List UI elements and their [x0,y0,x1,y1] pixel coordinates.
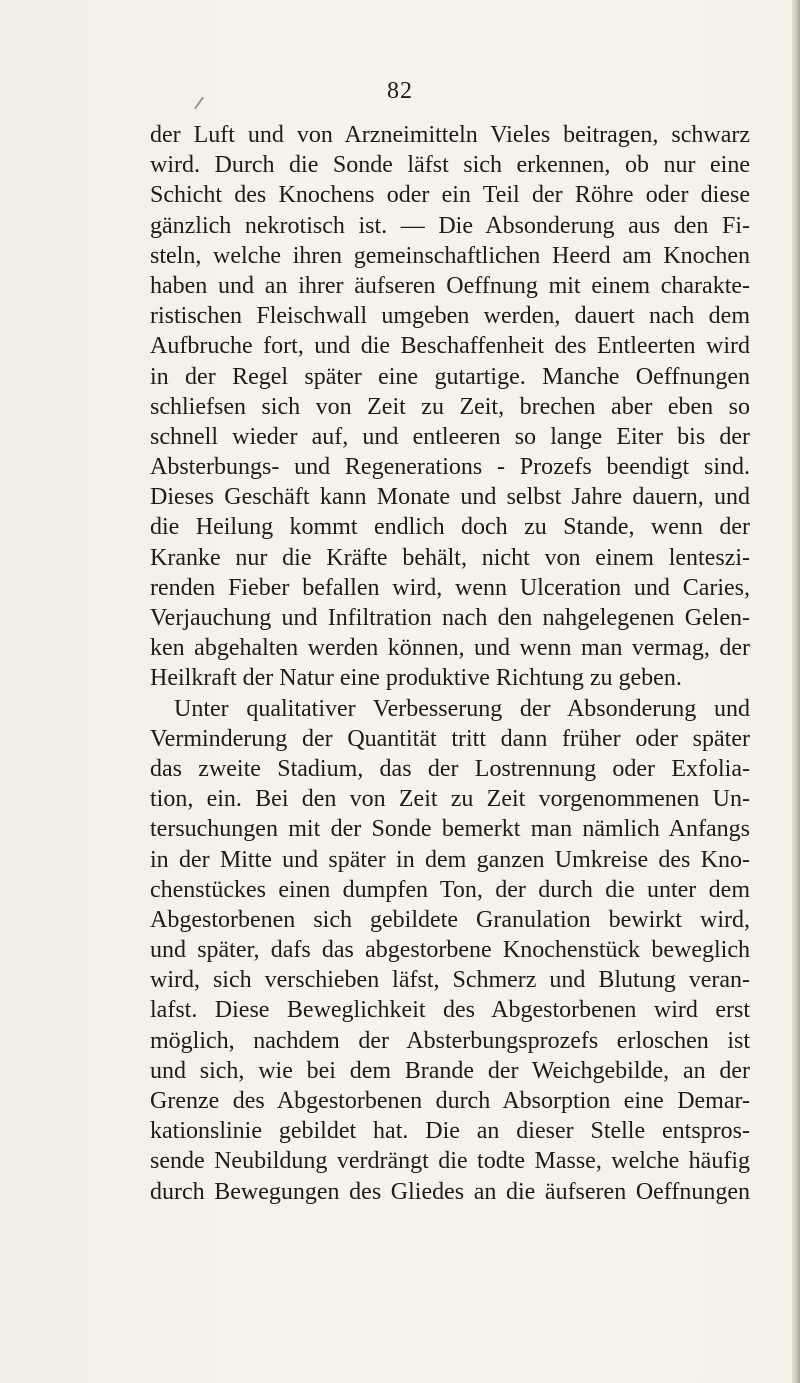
page-edge-shadow [792,0,800,1383]
text-line: wird. Durch die Sonde läfst sich erkennen, ob nur eine [150,152,750,179]
text-line: Verjauchung und Infiltration nach den nahgelegenen Gelen- [150,605,750,631]
text-line: Schicht des Knochens oder ein Teil der Röhre oder diese [150,182,750,209]
text-line: gänzlich nekrotisch ist. — Die Absonderung aus den Fi- [150,212,750,239]
text-line: Grenze des Abgestorbenen durch Absorption eine Demar- [150,1088,750,1114]
text-line: tersuchungen mit der Sonde bemerkt man nämlich Anfangs [150,816,750,843]
text-line: ken abgehalten werden können, und wenn man vermag, der [150,635,750,662]
text-line: Verminderung der Quantität tritt dann früher oder später [150,725,750,752]
text-line: haben und an ihrer äufseren Oeffnung mit einem charakte- [150,272,750,299]
text-line: chenstückes einen dumpfen Ton, der durch die unter dem [150,876,750,903]
text-line: Absterbungs- und Regenerations - Prozefs beendigt sind. [150,454,750,481]
text-line: kationslinie gebildet hat. Die an dieser Stelle entspros- [150,1118,750,1145]
text-line: schliefsen sich von Zeit zu Zeit, brechen aber eben so [150,393,750,420]
text-line: Heilkraft der Natur eine produktive Richtung zu geben. [150,665,682,692]
text-line: in der Regel später eine gutartige. Manche Oeffnungen [150,363,750,390]
text-line: das zweite Stadium, das der Lostrennung oder Exfolia- [150,755,750,782]
text-line: Aufbruche fort, und die Beschaffenheit des Entleerten wird [150,333,750,360]
page-number: 82 [387,78,413,104]
text-line: Kranke nur die Kräfte behält, nicht von einem lenteszi- [150,544,750,571]
text-line: wird, sich verschieben läfst, Schmerz und Blutung veran- [150,967,750,994]
text-line: sende Neubildung verdrängt die todte Masse, welche häufig [150,1148,750,1175]
text-line: Unter qualitativer Verbesserung der Absonderung und [174,695,750,722]
text-line: schnell wieder auf, und entleeren so lange Eiter bis der [150,423,750,450]
text-line: durch Bewegungen des Gliedes an die äufseren Oeffnungen [150,1178,750,1205]
text-line: tion, ein. Bei den von Zeit zu Zeit vorgenommenen Un- [150,786,750,813]
text-line: der Luft und von Arzneimitteln Vieles beitragen, schwarz [150,122,750,148]
body-text [150,120,750,1207]
text-line: und sich, wie bei dem Brande der Weichgebilde, an der [150,1057,750,1084]
text-line: möglich, nachdem der Absterbungsprozefs erloschen ist [150,1027,750,1054]
text-line: Abgestorbenen sich gebildete Granulation bewirkt wird, [150,906,750,933]
text-line: lafst. Diese Beweglichkeit des Abgestorbenen wird erst [150,997,750,1024]
text-line: die Heilung kommt endlich doch zu Stande, wenn der [150,514,750,541]
text-line: ristischen Fleischwall umgeben werden, dauert nach dem [150,303,750,330]
text-line: renden Fieber befallen wird, wenn Ulceration und Caries, [150,574,750,601]
text-line: Dieses Geschäft kann Monate und selbst Jahre dauern, und [150,484,750,511]
text-line: und später, dafs das abgestorbene Knochenstück beweglich [150,937,750,964]
text-line: in der Mitte und später in dem ganzen Umkreise des Kno- [150,846,750,873]
text-line: steln, welche ihren gemeinschaftlichen Heerd am Knochen [150,242,750,269]
